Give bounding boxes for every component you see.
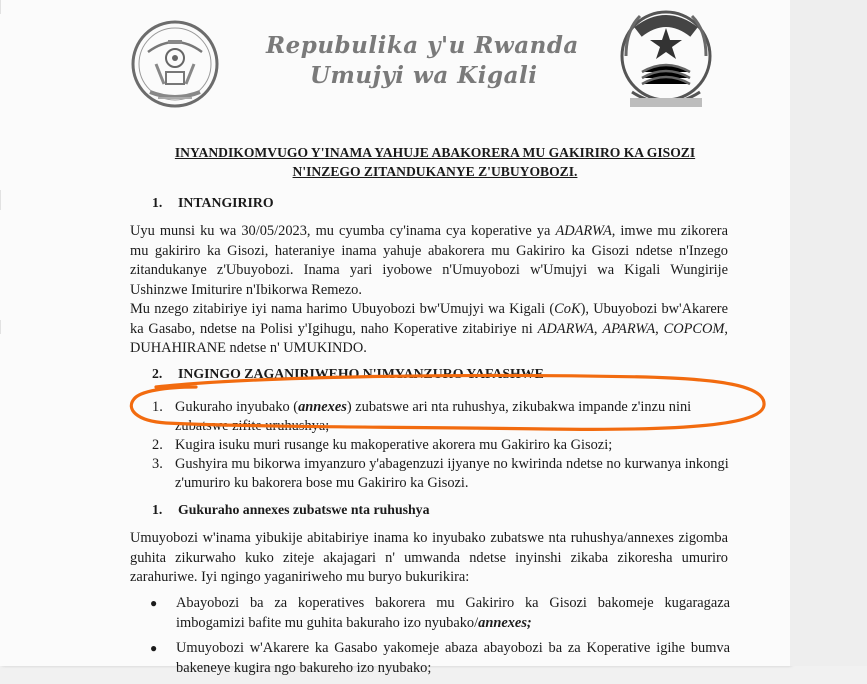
bullet-icon: ● (150, 596, 158, 610)
page-edge-mark (0, 0, 1, 14)
list-item: 3. Gushyira mu bikorwa imyanzuro y'abagenzuzi ijyanye no kwirinda ndetse no kurwanya inkongi z'umuriro ku bakorera bose mu Gakiriro ka Gisozi. (152, 456, 729, 491)
topics-list (130, 398, 730, 493)
kigali-seal-icon (612, 4, 720, 116)
page-edge-mark (0, 320, 1, 334)
section-heading-intro (152, 195, 274, 211)
section-heading-topics (152, 366, 544, 382)
section-number: 2. (152, 366, 163, 381)
bullet-list (130, 594, 730, 684)
intro-paragraph-2: Mu nzego zitabiriye iyi nama harimo Ubuyobozi bw'Umujyi wa Kigali (CoK), Ubuyobozi bw'Akarere ka Gasabo, ndetse na Polisi y'Igihugu, naho Koperative zitabiriye ni ADARWA, APARWA, COPCOM, DUHAHIRANE ndetse n' UMUKINDO. (130, 301, 728, 356)
section-title: INGINGO ZAGANIRIWEHO N'IMYANZURO YAFASHWE (178, 366, 544, 381)
page-edge-mark (0, 190, 1, 210)
bullet-icon: ● (150, 641, 158, 655)
intro-paragraph-1: Uyu munsi ku wa 30/05/2023, mu cyumba cy'inama cya koperative ya ADARWA, imwe mu zikorera mu gakiriro ka Gisozi, hateraniye inama yahuje abakorera mu Gakiriro ka Gisozi ndetse n'Inzego zitandukanye z'Ubuyobozi. Inama yari iyobowe n'Umuyobozi w'Umujyi wa Kigali Wungirije Ushinzwe Imiturire n'Ibikorwa Remezo. (130, 223, 728, 298)
subsection-paragraph: Umuyobozi w'inama yibukije abitabiriye inama ko inyubako zubatswe nta ruhushya/annexes zigomba guhita zikurwaho kuko ziteje akajagari n' umwanda ndetse inyinshi zikaba zikoresha umuriro zarahuriwe. Iyi ngingo yaganiriweho mu buryo bukurikira: (130, 530, 728, 585)
section-number: 1. (152, 502, 163, 517)
list-item: 1. Gukuraho inyubako (annexes) zubatswe ari nta ruhushya, zikubakwa impande z'inzu nini zubatswe zifite uruhushya; (152, 399, 692, 434)
viewer-scrollbar-area[interactable] (790, 0, 867, 666)
list-item: ● Abayobozi ba za koperatives bakorera mu Gakiriro ka Gisozi bakomeje kugaragaza imbogamizi bafite mu guhita bakuraho izo nyubako/annexes; (150, 595, 730, 631)
section-title: INTANGIRIRO (178, 195, 274, 210)
document-title-line2: N'INZEGO ZITANDUKANYE Z'UBUYOBOZI. (292, 164, 578, 179)
list-item: 2. Kugira isuku muri rusange ku makoperative akorera mu Gakiriro ka Gisozi; (152, 437, 613, 453)
section-number: 1. (152, 195, 163, 210)
subsection-heading (152, 502, 429, 518)
header-country: Repubulika y'u Rwanda (266, 32, 579, 59)
section-title: Gukuraho annexes zubatswe nta ruhushya (178, 502, 430, 517)
coat-of-arms-icon (128, 12, 222, 116)
document-title: INYANDIKOMVUGO Y'INAMA YAHUJE ABAKORERA MU GAKIRIRO KA GISOZI (174, 145, 696, 160)
list-item: ● Umuyobozi w'Akarere ka Gasabo yakomeje abaza abayobozi ba za Koperative igihe bumva bakeneye kugira ngo bakureho izo nyubako; (150, 640, 730, 676)
header-city: Umujyi wa Kigali (310, 62, 538, 89)
